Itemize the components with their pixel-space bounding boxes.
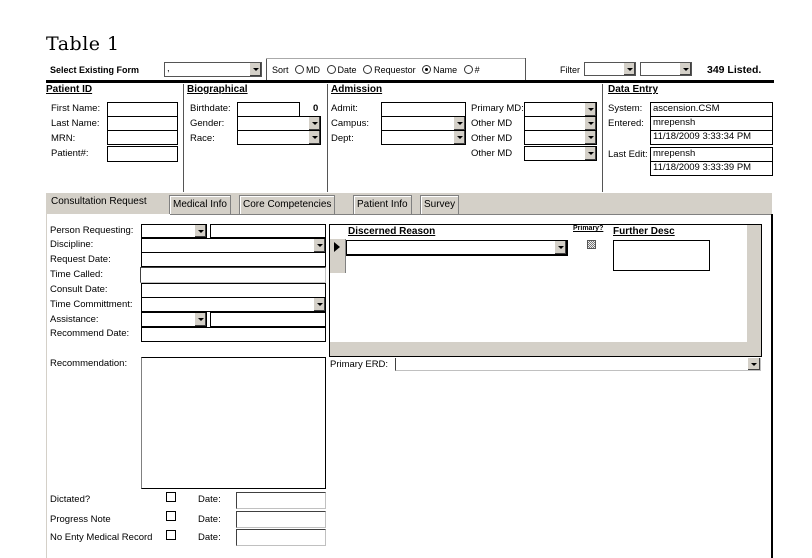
discerned-reason-heading: Discerned Reason	[348, 226, 436, 237]
consult-date-input[interactable]	[141, 283, 326, 298]
time-commitment-dropdown[interactable]	[141, 297, 326, 312]
discipline-dropdown[interactable]	[141, 238, 326, 253]
dropdown-arrow-icon[interactable]	[249, 63, 261, 76]
system-value: ascension.CSM	[653, 103, 720, 114]
dropdown-arrow-icon[interactable]	[313, 239, 325, 252]
further-desc-heading: Further Desc	[613, 226, 675, 237]
last-name-input[interactable]	[107, 116, 178, 131]
sort-option-requestor: Requestor	[374, 65, 416, 75]
other-md-3-dropdown[interactable]	[524, 146, 597, 161]
primary-checkbox[interactable]	[587, 240, 596, 249]
other-md-1-dropdown[interactable]	[524, 116, 597, 131]
tab-page-right-border	[771, 214, 773, 558]
dictated-date-label: Date:	[198, 494, 221, 505]
first-name-label: First Name:	[51, 103, 101, 114]
tab-medical-info[interactable]: Medical Info	[169, 195, 231, 214]
discipline-label: Discipline:	[50, 239, 94, 250]
other-md-2-label: Other MD	[471, 133, 513, 144]
gender-label: Gender:	[190, 118, 225, 129]
last-edit-label: Last Edit:	[608, 149, 648, 160]
other-md-2-dropdown[interactable]	[524, 130, 597, 145]
age-value: 0	[313, 103, 319, 114]
filter1-dropdown[interactable]	[584, 62, 636, 76]
primary-erd-dropdown[interactable]	[395, 358, 761, 371]
sort-label: Sort	[272, 65, 289, 75]
record-count: 349 Listed.	[707, 64, 762, 76]
biographical-heading: Biographical	[187, 84, 248, 95]
sort-option-date: Date	[337, 65, 357, 75]
last-name-label: Last Name:	[51, 118, 100, 129]
dropdown-arrow-icon[interactable]	[584, 147, 596, 160]
admit-label: Admit:	[331, 103, 358, 114]
time-commitment-label: Time Committment:	[50, 299, 133, 310]
no-entry-date-label: Date:	[198, 532, 221, 543]
progress-note-label: Progress Note	[50, 514, 111, 525]
filter-label: Filter	[560, 65, 580, 75]
last-edit-time-field	[650, 161, 773, 176]
entered-label: Entered:	[608, 118, 644, 129]
current-record-arrow-icon	[334, 242, 340, 252]
sort-option-name: Name	[433, 65, 458, 75]
sort-group-border-right	[525, 58, 526, 80]
sort-radio-md[interactable]	[295, 65, 304, 74]
toolbar-divider	[266, 58, 267, 80]
campus-dropdown[interactable]	[381, 116, 466, 131]
dropdown-arrow-icon[interactable]	[623, 63, 635, 75]
dictated-date-input[interactable]	[236, 492, 326, 509]
patient-number-input[interactable]	[107, 146, 178, 162]
no-entry-medical-record-label: No Enty Medical Record	[50, 532, 153, 543]
sort-radio-date[interactable]	[327, 65, 336, 74]
sort-radio-requestor[interactable]	[363, 65, 372, 74]
entered-user-field	[650, 116, 773, 131]
progress-note-checkbox[interactable]	[166, 511, 176, 521]
select-form-dropdown[interactable]	[164, 62, 262, 77]
last-edit-user-field	[650, 147, 773, 162]
data-entry-heading: Data Entry	[608, 84, 659, 95]
first-name-input[interactable]	[107, 102, 178, 117]
dropdown-arrow-icon[interactable]	[584, 117, 596, 130]
person-requesting-label: Person Requesting:	[50, 225, 134, 236]
dropdown-arrow-icon[interactable]	[679, 63, 691, 75]
recommendation-textarea[interactable]	[141, 357, 326, 489]
sort-radio-name[interactable]	[422, 65, 431, 74]
consult-date-label: Consult Date:	[50, 284, 108, 295]
sort-group-border	[266, 58, 526, 59]
header-rule	[46, 80, 774, 83]
other-md-1-label: Other MD	[471, 118, 513, 129]
primary-heading: Primary?	[573, 225, 604, 232]
tab-survey[interactable]: Survey	[420, 195, 459, 214]
select-form-value: ,	[167, 63, 170, 74]
tab-page-top-border	[170, 214, 772, 215]
recommendation-label: Recommendation:	[50, 358, 128, 369]
race-dropdown[interactable]	[237, 130, 321, 145]
assistance-dropdown[interactable]	[141, 312, 207, 327]
record-selector[interactable]	[330, 239, 346, 273]
primary-erd-label: Primary ERD:	[330, 359, 389, 370]
section-divider	[183, 84, 184, 192]
system-label: System:	[608, 103, 643, 114]
time-called-input[interactable]	[140, 267, 326, 283]
birthdate-input[interactable]	[237, 102, 300, 117]
entered-time-value: 11/18/2009 3:33:34 PM	[653, 131, 752, 142]
dept-label: Dept:	[331, 133, 354, 144]
birthdate-label: Birthdate:	[190, 103, 231, 114]
tab-patient-info[interactable]: Patient Info	[353, 195, 412, 214]
person-requesting-dropdown[interactable]	[141, 224, 207, 238]
last-edit-time-value: 11/18/2009 3:33:39 PM	[653, 162, 752, 173]
dropdown-arrow-icon[interactable]	[747, 358, 760, 370]
section-divider	[327, 84, 328, 192]
dictated-label: Dictated?	[50, 494, 91, 505]
assistance-label: Assistance:	[50, 314, 99, 325]
sort-option-number: #	[474, 65, 480, 75]
sort-radio-number[interactable]	[464, 65, 473, 74]
race-label: Race:	[190, 133, 215, 144]
dropdown-arrow-icon[interactable]	[453, 131, 465, 144]
tab-strip	[46, 193, 772, 214]
last-edit-user-value: mrepensh	[653, 148, 696, 159]
other-md-3-label: Other MD	[471, 148, 513, 159]
progress-note-date-input[interactable]	[236, 511, 326, 528]
further-desc-input[interactable]	[613, 240, 710, 271]
no-entry-medical-record-checkbox[interactable]	[166, 530, 176, 540]
dropdown-arrow-icon[interactable]	[453, 117, 465, 130]
person-requesting-text-input[interactable]	[210, 224, 326, 238]
primary-md-label: Primary MD:	[471, 103, 524, 114]
dropdown-arrow-icon[interactable]	[584, 131, 596, 144]
request-date-label: Request Date:	[50, 254, 111, 265]
dropdown-arrow-icon[interactable]	[194, 225, 206, 237]
mrn-label: MRN:	[51, 133, 76, 144]
mrn-input[interactable]	[107, 130, 178, 145]
recommend-date-input[interactable]	[141, 327, 326, 342]
assistance-text-input[interactable]	[210, 312, 326, 327]
primary-md-dropdown[interactable]	[524, 102, 597, 117]
dropdown-arrow-icon[interactable]	[313, 298, 325, 311]
dictated-checkbox[interactable]	[166, 492, 176, 502]
sort-group	[272, 64, 480, 76]
admit-input[interactable]	[381, 102, 466, 117]
tab-consultation-request[interactable]: Consultation Request	[48, 193, 150, 214]
sort-option-md: MD	[306, 65, 321, 75]
dropdown-arrow-icon[interactable]	[584, 103, 596, 116]
request-date-input[interactable]	[141, 252, 326, 267]
discerned-reason-subform	[329, 224, 762, 357]
dropdown-arrow-icon[interactable]	[194, 313, 206, 326]
campus-label: Campus:	[331, 118, 370, 129]
time-called-label: Time Called:	[50, 269, 103, 280]
patient-id-heading: Patient ID	[46, 84, 93, 95]
dropdown-arrow-icon[interactable]	[554, 241, 566, 254]
recommend-date-label: Recommend Date:	[50, 328, 130, 339]
system-field	[650, 102, 773, 117]
no-entry-date-input[interactable]	[236, 529, 326, 546]
entered-time-field	[650, 130, 773, 145]
form-title: Table 1	[46, 33, 120, 55]
progress-note-date-label: Date:	[198, 514, 221, 525]
entered-user-value: mrepensh	[653, 117, 696, 128]
section-divider	[602, 84, 603, 192]
dropdown-arrow-icon[interactable]	[308, 117, 320, 130]
dropdown-arrow-icon[interactable]	[308, 131, 320, 144]
discerned-reason-dropdown[interactable]	[346, 240, 568, 256]
admission-heading: Admission	[331, 84, 383, 95]
gender-dropdown[interactable]	[237, 116, 321, 131]
tab-page-left-border	[46, 214, 47, 558]
patient-number-label: Patient#:	[51, 148, 89, 159]
dept-dropdown[interactable]	[381, 130, 466, 145]
filter2-dropdown[interactable]	[640, 62, 692, 76]
tab-core-competencies[interactable]: Core Competencies	[239, 195, 335, 214]
select-form-label: Select Existing Form	[50, 65, 140, 75]
